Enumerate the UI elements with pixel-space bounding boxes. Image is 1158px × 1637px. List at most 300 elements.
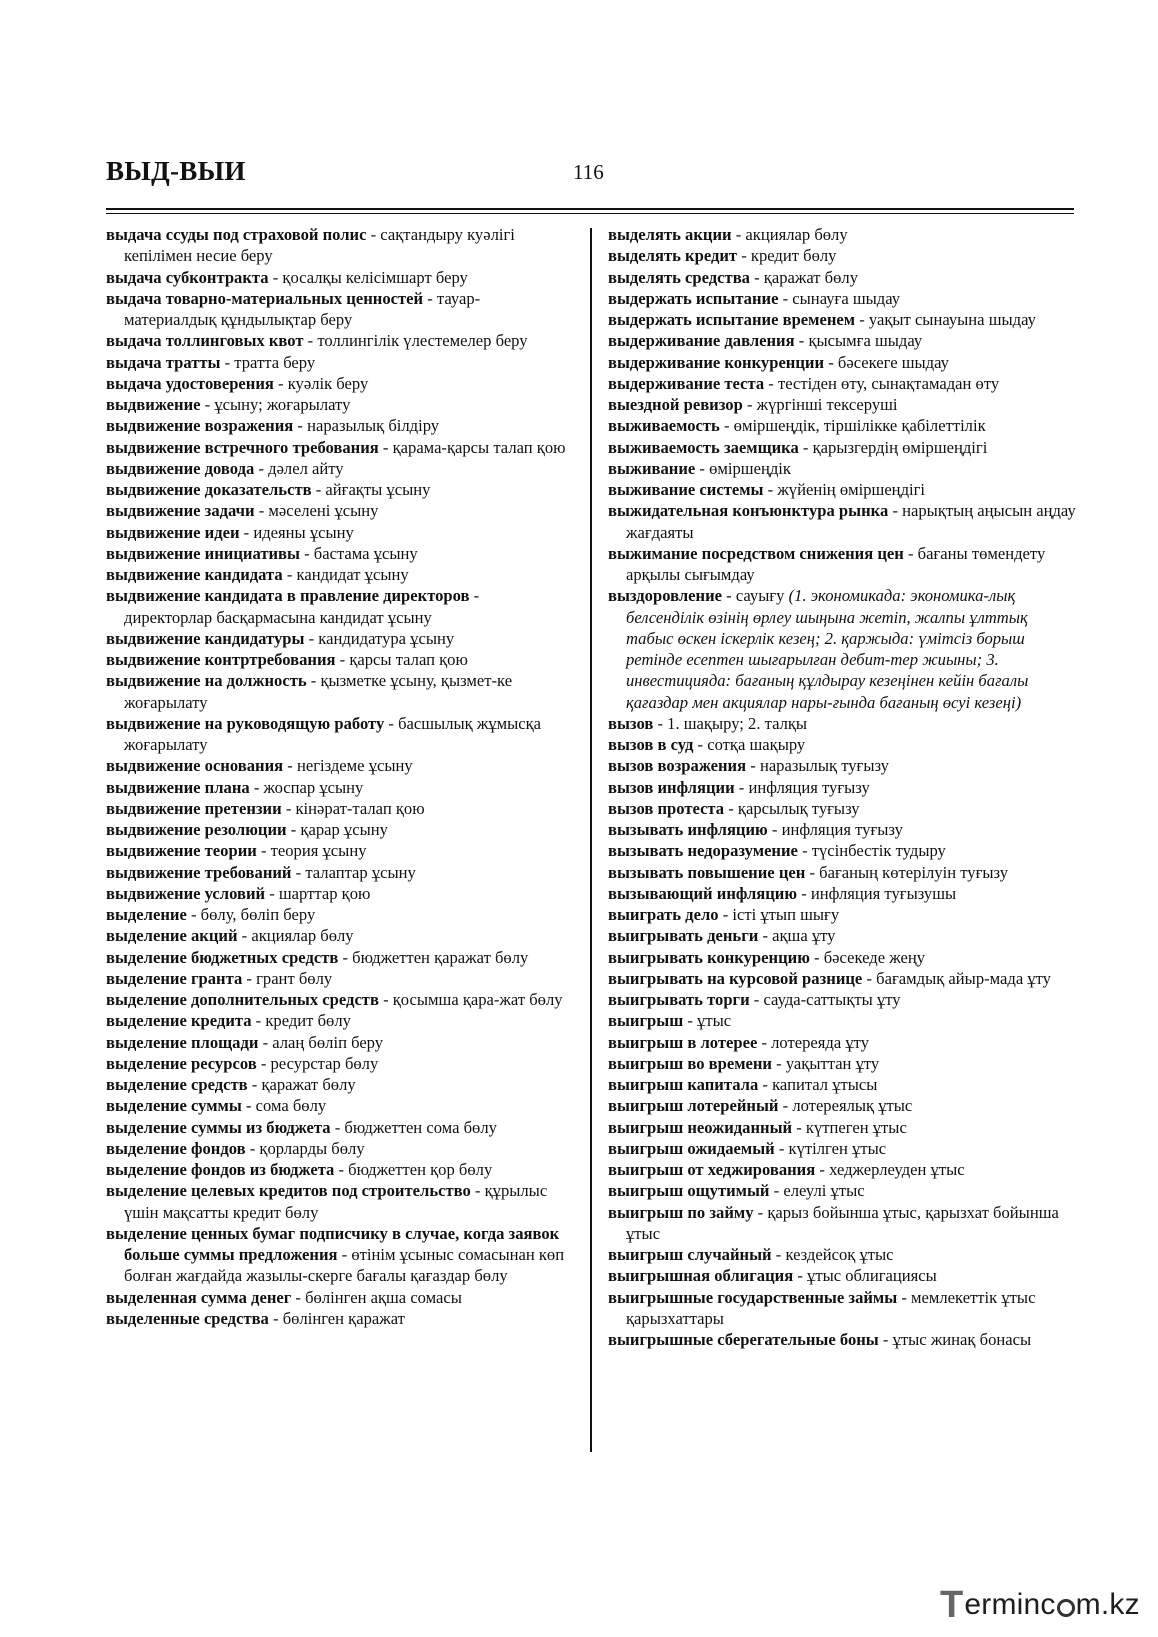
entry-term: вызов инфляции <box>608 777 735 797</box>
entry-definition: қаражат бөлу <box>261 1075 356 1094</box>
entry-definition: тестіден өту, сынақтамадан өту <box>777 373 1000 393</box>
dictionary-entry <box>608 1287 1076 1330</box>
entry-definition: ресурстар бөлу <box>270 1053 379 1073</box>
entry-separator: - <box>268 1308 283 1328</box>
entry-separator: - <box>731 225 746 244</box>
entry-term: выздоровление <box>608 586 722 606</box>
entry-term: выдвижение задачи <box>106 501 255 521</box>
entry-definition: кандидатура ұсыну <box>318 628 455 648</box>
entry-definition: қарызгердің өміршеңдігі <box>812 437 988 457</box>
entry-separator: - <box>797 883 811 903</box>
dictionary-entry <box>106 947 566 968</box>
dictionary-entry <box>106 1287 566 1308</box>
dictionary-entry <box>106 649 566 670</box>
entry-definition: сауда-саттықты ұту <box>763 990 901 1009</box>
entry-definition: сауығу <box>735 586 785 606</box>
dictionary-entry <box>608 1265 1076 1286</box>
dictionary-entry <box>106 267 566 288</box>
entry-definition: бәсекеге шыдау <box>837 352 949 372</box>
dictionary-entry <box>608 585 1076 713</box>
entry-separator: - <box>878 1330 893 1349</box>
dictionary-entry <box>608 373 1076 394</box>
entry-separator: - <box>792 1117 806 1137</box>
entry-separator: - <box>753 1202 768 1222</box>
entry-separator: - <box>470 1181 485 1201</box>
entry-separator: - <box>334 1160 349 1179</box>
entry-definition: жүйенің өміршеңдігі <box>777 480 926 499</box>
dictionary-entry <box>106 1074 566 1095</box>
entry-term: выигрывать конкуренцию <box>608 947 810 967</box>
entry-separator: - <box>265 883 279 903</box>
entry-term: выдержать испытание временем <box>608 310 856 329</box>
entry-separator: - <box>366 225 381 244</box>
dictionary-entry <box>106 777 566 798</box>
entry-definition: акциялар бөлу <box>251 926 354 946</box>
entry-separator: - <box>742 395 757 414</box>
entry-term: выдерживание конкуренции <box>608 352 825 372</box>
entry-term: выигрышные сберегательные боны <box>608 1330 879 1349</box>
entry-term: выдвижение кандидата в правление директоров <box>106 586 470 606</box>
dictionary-entry <box>608 947 1076 968</box>
entry-term: выделять кредит <box>608 246 738 266</box>
dictionary-entry <box>608 1117 1076 1138</box>
entry-separator: - <box>186 905 201 924</box>
entry-definition: наразылық білдіру <box>307 416 440 436</box>
dictionary-entry <box>608 245 1076 266</box>
entry-term: вызов возражения <box>608 756 747 776</box>
entry-definition: қарсы талап қою <box>349 650 468 669</box>
entry-term: выделение суммы из бюджета <box>106 1117 331 1137</box>
entry-definition: қосалқы келісімшарт беру <box>282 267 468 287</box>
entry-separator: - <box>778 288 793 308</box>
entry-definition: бөлу, бөліп беру <box>200 905 316 924</box>
entry-term: выдвижение условий <box>106 883 266 903</box>
entry-separator: - <box>237 926 252 946</box>
entry-definition: кездейсоқ ұтыс <box>785 1245 894 1264</box>
entry-separator: - <box>824 352 838 372</box>
dictionary-entry <box>106 1117 566 1138</box>
entry-separator: - <box>746 756 760 776</box>
dictionary-entry <box>106 713 566 756</box>
dictionary-entry <box>106 1159 566 1180</box>
entry-term: выдвижение кандидатуры <box>106 628 305 648</box>
entry-term: выдвижение возражения <box>106 416 294 436</box>
entry-term: выделение ресурсов <box>106 1053 257 1073</box>
entry-separator: - <box>293 416 308 436</box>
entry-separator: - <box>286 820 301 839</box>
entry-definition: істі ұтып шығу <box>732 905 840 924</box>
entry-separator: - <box>337 1245 352 1264</box>
entry-term: выдвижение основания <box>106 756 284 776</box>
entry-term: вызывать инфляцию <box>608 820 768 839</box>
entry-term: выделение ценных бумаг подписчику в случае, когда заявок больше суммы предложения <box>106 1223 560 1264</box>
entry-term: выдача тратты <box>106 352 221 372</box>
entry-definition: мәселені ұсыну <box>268 501 379 521</box>
entry-definition: өміршеңдік, тіршілікке қабілеттілік <box>733 416 986 436</box>
entry-separator: - <box>794 331 809 351</box>
entry-definition: лотереяда ұту <box>771 1032 870 1052</box>
entry-separator: - <box>378 437 393 457</box>
entry-term: выдача удостоверения <box>106 373 274 393</box>
entry-definition: құрылыс үшін мақсатты кредит бөлу <box>124 1181 548 1222</box>
logo-text-mid: erminc <box>964 1588 1056 1621</box>
entry-term: выживаемость заемщика <box>608 437 799 457</box>
dictionary-entry <box>608 267 1076 288</box>
entry-term: выдержать испытание <box>608 288 779 308</box>
entry-term: выигрыш лотерейный <box>608 1096 779 1116</box>
entry-term: выделение <box>106 905 187 924</box>
entry-separator: - <box>774 1138 789 1158</box>
dictionary-entry <box>608 1074 1076 1095</box>
entry-definition: негіздеме ұсыну <box>296 756 413 776</box>
dictionary-entry <box>608 904 1076 925</box>
entry-term: выигрывать торги <box>608 990 750 1009</box>
entry-separator: - <box>769 1181 784 1201</box>
entry-term: выдвижение резолюции <box>106 820 287 839</box>
dictionary-entry <box>608 479 1076 500</box>
entry-separator: - <box>718 905 733 924</box>
entry-definition: мемлекеттік ұтыс қарызхаттары <box>626 1287 1036 1328</box>
entry-definition: қосымша қара-жат бөлу <box>392 990 563 1009</box>
entry-separator: - <box>764 373 778 393</box>
entry-separator: - <box>719 416 734 436</box>
entry-note: (1. экономикада: экономика-лық белсенділік өзінің өрлеу шыңына жетіп, жалпы ұлттық табыс өскен іскерлік кезең; 2. қаржыда: үмітсіз борыш ретінде есептен шығарылған дебит-тер жиыны; 3. инвестицияда: бағаның құлдырау кезеңінен кейін бағалы қағаздар мен акциялар нары-ғында бағаның өсуі кезеңі) <box>626 586 1029 712</box>
dictionary-entry <box>106 458 566 479</box>
entry-definition: бәсекеде жеңу <box>823 947 925 967</box>
entry-separator: - <box>256 841 271 861</box>
right-column <box>608 224 1076 1350</box>
entry-term: выделение кредита <box>106 1011 252 1031</box>
entry-separator: - <box>797 841 812 861</box>
dictionary-entry <box>608 224 1076 245</box>
column-divider <box>590 228 592 1452</box>
entry-definition: ақша ұту <box>772 926 836 946</box>
entry-separator: - <box>299 543 314 563</box>
entry-definition: наразылық туғызу <box>759 756 889 776</box>
entry-separator: - <box>282 565 297 584</box>
entry-separator: - <box>306 671 321 691</box>
terminal-o-icon <box>1057 1599 1075 1617</box>
entry-term: выигрыш в лотерее <box>608 1032 758 1052</box>
entry-term: выжимание посредством снижения цен <box>608 543 904 563</box>
entry-separator: - <box>815 1160 830 1179</box>
entry-definition: шарттар қою <box>278 883 371 903</box>
dictionary-entry <box>106 1180 566 1223</box>
dictionary-entry <box>608 1095 1076 1116</box>
dictionary-entry <box>608 1329 1076 1350</box>
dictionary-entry <box>608 330 1076 351</box>
entry-separator: - <box>734 777 749 797</box>
dictionary-entry <box>106 224 566 267</box>
entry-definition: күтпеген ұтыс <box>805 1117 907 1137</box>
dictionary-entry <box>608 713 1076 734</box>
entry-definition: кредит бөлу <box>265 1011 351 1031</box>
dictionary-entry <box>106 862 566 883</box>
entry-separator: - <box>291 1287 306 1307</box>
entry-definition: уақыттан ұту <box>785 1053 880 1073</box>
entry-definition: 1. шақыру; 2. талқы <box>667 713 808 733</box>
entry-definition: бөлінген қаражат <box>282 1308 405 1328</box>
entry-separator: - <box>254 501 269 521</box>
dictionary-entry <box>106 755 566 776</box>
dictionary-entry <box>106 1032 566 1053</box>
dictionary-entry <box>608 925 1076 946</box>
entry-term: выделение бюджетных средств <box>106 947 339 967</box>
dictionary-entry <box>106 352 566 373</box>
dictionary-entry <box>608 543 1076 586</box>
entry-definition: бағамдық айыр-мада ұту <box>876 968 1051 988</box>
entry-term: выигрыш ощутимый <box>608 1181 770 1201</box>
dictionary-entry <box>608 1010 1076 1031</box>
entry-definition: қарыз бойынша ұтыс, қарызхат бойынша ұтыс <box>626 1202 1059 1243</box>
entry-term: выигрыш <box>608 1011 684 1031</box>
entry-definition: жүргінші тексеруші <box>756 395 898 414</box>
entry-definition: бағаны төмендету арқылы сығымдау <box>626 543 1046 584</box>
entry-definition: бағаның көтерілуін туғызу <box>819 862 1009 882</box>
entry-term: выдвижение <box>106 395 201 414</box>
entry-definition: сынауға шыдау <box>792 288 901 308</box>
entry-definition: алаң бөліп беру <box>272 1032 384 1052</box>
entry-definition: лотереялық ұтыс <box>792 1096 913 1116</box>
entry-definition: елеулі ұтыс <box>783 1181 865 1201</box>
entry-term: вызывать повышение цен <box>608 862 806 882</box>
termincom-logo <box>940 1585 1140 1625</box>
dictionary-entry <box>608 1180 1076 1201</box>
entry-definition: қарар ұсыну <box>300 820 388 839</box>
entry-term: выдвижение довода <box>106 458 255 478</box>
entry-definition: акциялар бөлу <box>745 225 848 244</box>
entry-definition: күтілген ұтыс <box>788 1138 887 1158</box>
page-header-title: ВЫД-ВЫИ <box>106 156 246 186</box>
dictionary-entry <box>106 394 566 415</box>
dictionary-entry <box>608 458 1076 479</box>
entry-definition: қарама-қарсы талап қою <box>392 437 566 457</box>
entry-definition: идеяны ұсыну <box>253 522 354 542</box>
entry-definition: қысымға шыдау <box>808 331 923 351</box>
entry-separator: - <box>737 246 751 266</box>
dictionary-entry <box>106 819 566 840</box>
left-column <box>106 224 566 1329</box>
entry-term: вызов в суд <box>608 735 694 754</box>
dictionary-entry <box>106 883 566 904</box>
entry-definition: түсінбестік тудыру <box>811 841 946 861</box>
entry-definition: ұтыс облигациясы <box>807 1266 937 1286</box>
dictionary-entry <box>106 840 566 861</box>
dictionary-entry <box>608 1202 1076 1245</box>
dictionary-entry <box>608 734 1076 755</box>
entry-separator: - <box>758 926 773 946</box>
dictionary-entry <box>106 904 566 925</box>
entry-term: выживание <box>608 458 696 478</box>
entry-separator: - <box>793 1266 808 1286</box>
entry-separator: - <box>862 968 877 988</box>
entry-term: выигрыш по займу <box>608 1202 754 1222</box>
entry-separator: - <box>693 735 708 754</box>
entry-definition: бюджеттен сома бөлу <box>344 1117 497 1137</box>
logo-text-tail: m.kz <box>1075 1588 1140 1621</box>
entry-term: выделять средства <box>608 267 750 287</box>
entry-term: выдвижение плана <box>106 777 250 797</box>
entry-definition: жоспар ұсыну <box>263 777 364 797</box>
entry-separator: - <box>338 947 353 967</box>
dictionary-entry <box>608 352 1076 373</box>
entry-separator: - <box>242 968 257 988</box>
dictionary-entry <box>106 585 566 628</box>
entry-definition: теория ұсыну <box>270 841 367 861</box>
entry-definition: директорлар басқармасына кандидат ұсыну <box>124 607 432 627</box>
entry-separator: - <box>653 713 668 733</box>
entry-definition: бөлінген ақша сомасы <box>305 1287 462 1307</box>
entry-separator: - <box>220 352 235 372</box>
entry-separator: - <box>767 820 782 839</box>
entry-term: выигрыш от хеджирования <box>608 1160 816 1179</box>
dictionary-entry <box>608 1138 1076 1159</box>
entry-definition: сома бөлу <box>255 1096 327 1116</box>
dictionary-entry <box>106 437 566 458</box>
dictionary-entry <box>106 543 566 564</box>
dictionary-entry <box>608 840 1076 861</box>
entry-separator: - <box>245 1138 260 1158</box>
dictionary-entry <box>608 819 1076 840</box>
entry-term: выигрыш во времени <box>608 1053 772 1073</box>
entry-separator: - <box>251 1011 266 1031</box>
entry-term: выделение фондов <box>106 1138 246 1158</box>
dictionary-entry <box>608 798 1076 819</box>
entry-definition: ұтыс <box>697 1011 732 1031</box>
entry-definition: кінәрат-талап қою <box>295 798 425 818</box>
entry-separator: - <box>258 1032 273 1052</box>
entry-definition: бюджеттен қаражат бөлу <box>352 947 529 967</box>
entry-definition: инфляция туғызушы <box>810 883 957 903</box>
entry-definition: талаптар ұсыну <box>305 862 416 882</box>
dictionary-entry <box>608 1244 1076 1265</box>
entry-separator: - <box>304 628 319 648</box>
entry-definition: хеджерлеуден ұтыс <box>829 1160 965 1179</box>
dictionary-entry <box>608 1053 1076 1074</box>
entry-term: выигрывать деньги <box>608 926 759 946</box>
dictionary-entry <box>608 288 1076 309</box>
entry-separator: - <box>798 437 813 457</box>
dictionary-entry <box>106 330 566 351</box>
entry-term: выдерживание теста <box>608 373 765 393</box>
entry-separator: - <box>268 267 283 287</box>
entry-definition: қарсылық туғызу <box>737 798 860 818</box>
entry-term: выдерживание давления <box>608 331 795 351</box>
entry-separator: - <box>695 458 710 478</box>
entry-definition: толлингілік үлестемелер беру <box>317 331 528 351</box>
dictionary-entry <box>608 883 1076 904</box>
dictionary-entry <box>106 1053 566 1074</box>
entry-separator: - <box>247 1075 262 1094</box>
dictionary-entry <box>106 1308 566 1329</box>
entry-term: выдвижение теории <box>106 841 257 861</box>
entry-definition: бастама ұсыну <box>313 543 418 563</box>
entry-term: выигрыш капитала <box>608 1075 759 1094</box>
entry-definition: нарықтың аңысын аңдау жағдаяты <box>626 501 1076 542</box>
entry-separator: - <box>384 713 399 733</box>
dictionary-entry <box>106 373 566 394</box>
entry-separator: - <box>888 501 903 521</box>
entry-term: выигрышная облигация <box>608 1266 794 1286</box>
entry-separator: - <box>311 480 326 499</box>
entry-term: выездной ревизор <box>608 395 743 414</box>
entry-term: выдача субконтракта <box>106 267 269 287</box>
entry-term: выделение гранта <box>106 968 243 988</box>
entry-term: выделение площади <box>106 1032 259 1052</box>
dictionary-entry <box>106 968 566 989</box>
entry-separator: - <box>239 522 254 542</box>
entry-definition: өміршеңдік <box>709 458 791 478</box>
entry-separator: - <box>749 990 764 1009</box>
entry-term: выдвижение доказательств <box>106 480 312 499</box>
entry-definition: басшылық жұмысқа жоғарылату <box>124 713 542 754</box>
entry-separator: - <box>335 650 350 669</box>
entry-term: выдвижение кандидата <box>106 565 283 584</box>
dictionary-entry <box>106 288 566 331</box>
entry-separator: - <box>200 395 215 414</box>
entry-term: выдвижение идеи <box>106 522 240 542</box>
entry-definition: куәлік беру <box>287 373 369 393</box>
entry-term: выдача ссуды под страховой полис <box>106 225 367 244</box>
entry-separator: - <box>897 1287 912 1307</box>
entry-separator: - <box>256 1053 271 1073</box>
dictionary-entry <box>106 798 566 819</box>
entry-separator: - <box>423 288 437 308</box>
entry-definition: кредит бөлу <box>750 246 837 266</box>
entry-separator: - <box>749 267 764 287</box>
entry-term: выигрыш неожиданный <box>608 1117 793 1137</box>
dictionary-entry <box>106 1010 566 1031</box>
entry-term: вызывающий инфляцию <box>608 883 798 903</box>
dictionary-entry <box>106 925 566 946</box>
entry-term: выделение дополнительных средств <box>106 990 379 1009</box>
entry-term: выдача товарно-материальных ценностей <box>106 288 424 308</box>
entry-term: выделение средств <box>106 1075 248 1094</box>
entry-definition: тратта беру <box>234 352 316 372</box>
entry-definition: ұсыну; жоғарылату <box>214 395 351 414</box>
header-rule-thin <box>106 213 1074 214</box>
entry-definition: уақыт сынауына шыдау <box>868 310 1036 329</box>
entry-term: выдача толлинговых квот <box>106 331 304 351</box>
entry-term: выдвижение на должность <box>106 671 307 691</box>
entry-definition: кандидат ұсыну <box>296 565 409 584</box>
dictionary-entry <box>608 1159 1076 1180</box>
entry-separator: - <box>903 543 918 563</box>
entry-separator: - <box>757 1032 772 1052</box>
entry-separator: - <box>724 798 738 818</box>
entry-separator: - <box>281 798 296 818</box>
entry-term: выделение фондов из бюджета <box>106 1160 335 1179</box>
entry-definition: айғақты ұсыну <box>325 480 431 499</box>
dictionary-entry <box>608 500 1076 543</box>
entry-separator: - <box>254 458 269 478</box>
entry-term: выигрыш ожидаемый <box>608 1138 775 1158</box>
entry-separator: - <box>249 777 264 797</box>
entry-definition: қаражат бөлу <box>763 267 858 287</box>
entry-term: выделенная сумма денег <box>106 1287 292 1307</box>
entry-term: выделение суммы <box>106 1096 242 1116</box>
entry-separator: - <box>722 586 736 606</box>
entry-term: выделение акций <box>106 926 238 946</box>
dictionary-entry <box>106 1095 566 1116</box>
entry-term: вызывать недоразумение <box>608 841 798 861</box>
entry-definition: тауар-материалдық құндылықтар беру <box>124 288 481 329</box>
dictionary-entry <box>608 309 1076 330</box>
entry-separator: - <box>778 1096 793 1116</box>
entry-definition: грант бөлу <box>256 968 333 988</box>
dictionary-entry <box>608 415 1076 436</box>
entry-definition: сақтандыру куәлігі кепілімен несие беру <box>124 225 515 266</box>
